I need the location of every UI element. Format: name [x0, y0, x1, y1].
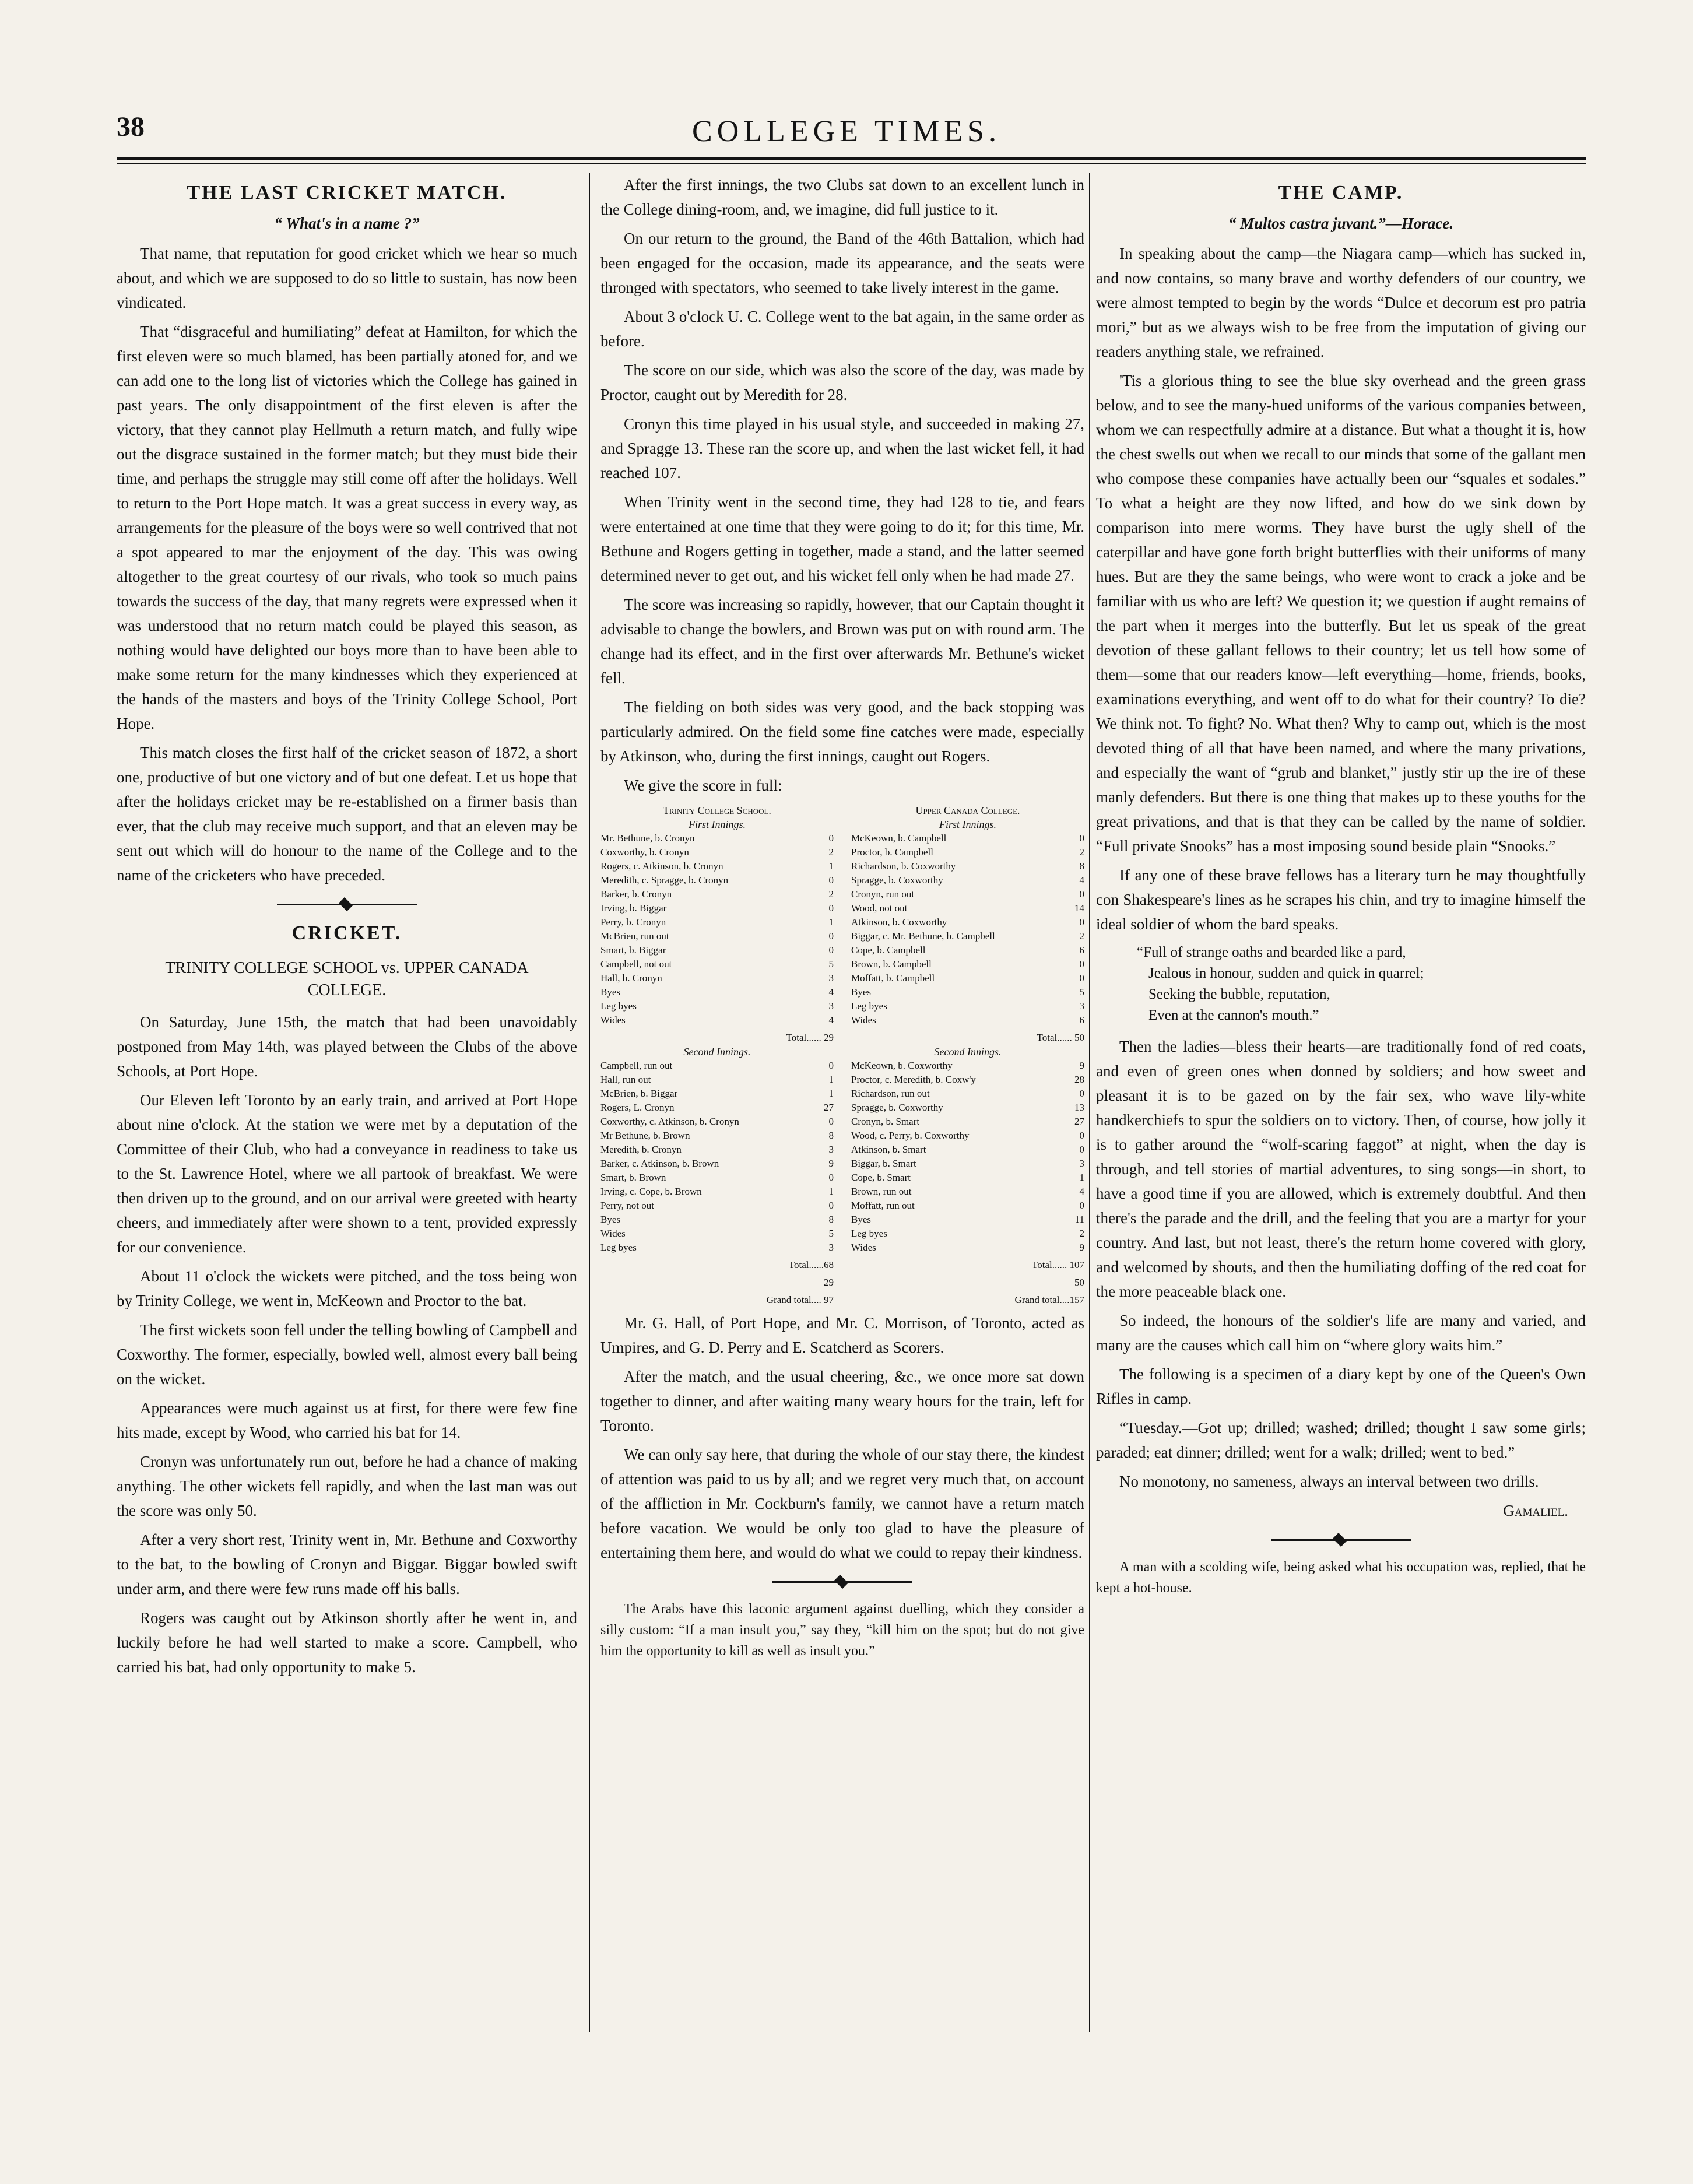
score-row [600, 1143, 834, 1157]
innings-rows [851, 831, 1084, 1027]
batsman: Coxworthy, c. Atkinson, b. Cronyn [600, 1116, 739, 1127]
score-row [851, 1087, 1084, 1101]
page-number: 38 [117, 111, 145, 142]
runs: 5 [828, 1228, 834, 1239]
verse-line: “Full of strange oaths and bearded like a pard, [1137, 944, 1406, 960]
batsman: Perry, not out [600, 1200, 654, 1211]
paragraph: The score was increasing so rapidly, however, that our Captain thought it advisable to change the bowlers, and Brown was put on with round arm. The change had its effect, and in the first over afterwards Mr. Bethune's wicket fell. [600, 596, 1084, 687]
column-right [1096, 173, 1586, 2056]
score-row [851, 1073, 1084, 1087]
runs: 0 [1079, 1130, 1084, 1141]
batsman: Proctor, c. Meredith, b. Coxw'y [851, 1074, 976, 1085]
section-divider [1271, 1537, 1411, 1543]
paragraph: The fielding on both sides was very good, and the back stopping was particularly admired. On the field some fine catches were made, especially by Atkinson, who, during the first innings, caught out Rogers. [600, 698, 1084, 765]
batsman: Perry, b. Cronyn [600, 917, 666, 928]
runs: 27 [1074, 1116, 1084, 1127]
runs: 2 [1079, 931, 1084, 942]
batsman: Hall, run out [600, 1074, 651, 1085]
runs: 1 [828, 917, 834, 928]
article-title: THE LAST CRICKET MATCH. [187, 182, 507, 203]
runs: 3 [828, 1242, 834, 1253]
score-row [600, 1101, 834, 1115]
innings-total-carry: 50 [1074, 1277, 1084, 1288]
batsman: Coxworthy, b. Cronyn [600, 847, 689, 858]
innings-total: Total......68 [788, 1259, 834, 1270]
batsman: Leg byes [851, 1000, 887, 1012]
paragraph: This match closes the first half of the cricket season of 1872, a short one, productive of but one victory and of but one defeat. Let us hope that after the holidays cricket may be re-established on a firmer basis than ever, that the club may receive much support, and that an eleven may be sent out which will do honour to the name of the College and to the name of the cricketers who have preceded. [117, 744, 577, 884]
paragraph: If any one of these brave fellows has a literary turn he may thoughtfully con Shakespeare's lines as he scrapes his chin, and try to imagine himself the ideal soldier of whom the bard speaks. [1096, 866, 1586, 933]
runs: 2 [1079, 1228, 1084, 1239]
paragraph: About 11 o'clock the wickets were pitched, and the toss being won by Trinity College, we went in, McKeown and Proctor to the bat. [117, 1267, 577, 1309]
batsman: Leg byes [851, 1228, 887, 1239]
batsman: Campbell, run out [600, 1060, 673, 1071]
score-row [600, 915, 834, 929]
innings-label: Second Innings. [934, 1046, 1002, 1058]
score-row [600, 1213, 834, 1227]
paragraph: That name, that reputation for good cricket which we hear so much about, and which we are supposed to do so little to sustain, has now been vindicated. [117, 245, 577, 311]
batsman: Hall, b. Cronyn [600, 972, 662, 984]
runs: 4 [1079, 875, 1084, 886]
score-row [851, 859, 1084, 873]
runs: 4 [828, 1014, 834, 1026]
runs: 2 [828, 889, 834, 900]
runs: 0 [828, 931, 834, 942]
paragraph: Appearances were much against us at first, for there were few fine hits made, except by Wood, who carried his bat for 14. [117, 1399, 577, 1441]
score-row [851, 1101, 1084, 1115]
paragraph: When Trinity went in the second time, they had 128 to tie, and fears were entertained at one time that they were going to do it; for this time, Mr. Bethune and Rogers getting in together, made a stand, and the latter seemed determined never to get out, and his wicket fell only when he had made 27. [600, 493, 1084, 584]
paragraph: That “disgraceful and humiliating” defeat at Hamilton, for which the first eleven were so much blamed, has been partially atoned for, and we can add one to the long list of victories which the College has gained in past years. The only disappointment of the first eleven is after the victory, that they cannot play Hellmuth a return match, and fully wipe out the disgrace sustained in the former match; but they must bide their time, and perhaps the struggle may still come off after the holidays. Well to return to the Port Hope match. It was a great success in every way, as arrangements for the pleasure of the boys were so well contrived that not a spot appeared to mar the enjoyment of the day. This was owing altogether to the great courtesy of our rivals, who took so much pains towards the success of the day, that many regrets were expressed when it was understood that no return match could be played this season, as nothing would have delighted our boys more than to have been able to make some return for the many kindnesses which they experienced at the hands of the masters and boys of the Trinity College School, Port Hope. [117, 323, 577, 732]
runs: 6 [1079, 1014, 1084, 1026]
article-epigraph: “ What's in a name ?” [274, 215, 420, 232]
runs: 13 [1074, 1102, 1084, 1113]
innings-rows [851, 1059, 1084, 1255]
score-row [600, 1199, 834, 1213]
innings-label: First Innings. [688, 819, 746, 830]
score-row [600, 1227, 834, 1241]
runs: 3 [1079, 1000, 1084, 1012]
score-row [851, 1241, 1084, 1255]
score-row [851, 845, 1084, 859]
batsman: Brown, b. Campbell [851, 958, 932, 970]
score-row [600, 999, 834, 1013]
score-row [600, 831, 834, 845]
section-divider [277, 901, 417, 907]
column-divider [589, 173, 590, 2032]
batsman: Biggar, c. Mr. Bethune, b. Campbell [851, 931, 995, 942]
batsman: Leg byes [600, 1000, 637, 1012]
runs: 0 [828, 1200, 834, 1211]
score-row [600, 1157, 834, 1171]
runs: 28 [1074, 1074, 1084, 1085]
paragraph: In speaking about the camp—the Niagara camp—which has sucked in, and now contains, so many brave and worthy defenders of our country, we were almost tempted to begin by the words “Dulce et decorum est pro patria mori,” but as we always wish to be free from the imputation of giving our readers anything stale, we refrained. [1096, 245, 1586, 360]
score-row [600, 1013, 834, 1027]
score-row [600, 1087, 834, 1101]
grand-total: Grand total.... 97 [766, 1294, 834, 1305]
batsman: McBrien, b. Biggar [600, 1088, 678, 1099]
batsman: Wides [600, 1228, 626, 1239]
batsman: Barker, b. Cronyn [600, 889, 672, 900]
batsman: McKeown, b. Coxworthy [851, 1060, 953, 1071]
paragraph: Cronyn was unfortunately run out, before he had a chance of making anything. The other wickets fell rapidly, and when the last man was out the score was only 50. [117, 1453, 577, 1519]
score-row [851, 1213, 1084, 1227]
runs: 0 [828, 944, 834, 956]
paragraph: On our return to the ground, the Band of the 46th Battalion, which had been engaged for the occasion, made its appearance, and the seats were thronged with spectators, who seemed to take lively interest in the game. [600, 230, 1084, 296]
score-team-trinity [600, 803, 834, 1307]
runs: 11 [1074, 1214, 1084, 1225]
paragraph: The first wickets soon fell under the telling bowling of Campbell and Coxworthy. The former, especially, bowled well, almost every ball being on the wicket. [117, 1321, 577, 1388]
score-row [600, 971, 834, 985]
column-middle [600, 173, 1084, 2056]
score-row [851, 873, 1084, 887]
paragraph: Then the ladies—bless their hearts—are traditionally fond of red coats, and even of green ones when donned by soldiers; and how sweet and pleasant it is to be gazed on by the fair sex, who wave lily-white handkerchiefs to spur the soldiers on to victory. Then, of course, how jolly it is to gather around the “wolf-scaring faggot” at night, when the day is through, and tell stories of martial adventures, to sing songs—in short, to have a good time if you are allowed, which is extremely doubtful. And then there's the parade and the drill, and the feeling that you are a martyr for your country. And last, but not least, there's the return home covered with glory, and welcomed by shouts, and then the humiliating doffing of the red coat for the more peaceable black one. [1096, 1038, 1586, 1300]
team-name: Trinity College School. [663, 805, 771, 816]
score-row [600, 1073, 834, 1087]
runs: 9 [1079, 1242, 1084, 1253]
team-name: Upper Canada College. [915, 805, 1020, 816]
section-divider [772, 1579, 912, 1585]
column-left [117, 173, 577, 2056]
runs: 0 [1079, 833, 1084, 844]
score-row [600, 1241, 834, 1255]
score-row [600, 1171, 834, 1185]
paragraph: On Saturday, June 15th, the match that had been unavoidably postponed from May 14th, was played between the Clubs of the above Schools, at Port Hope. [117, 1013, 577, 1080]
score-team-ucc [851, 803, 1084, 1307]
paragraph: No monotony, no sameness, always an interval between two drills. [1119, 1473, 1539, 1490]
article-epigraph: “ Multos castra juvant.”—Horace. [1228, 215, 1454, 232]
batsman: Rogers, c. Atkinson, b. Cronyn [600, 861, 723, 872]
score-row [851, 929, 1084, 943]
runs: 8 [828, 1130, 834, 1141]
score-row [600, 943, 834, 957]
score-row [600, 1059, 834, 1073]
runs: 8 [1079, 861, 1084, 872]
verse-line: Even at the cannon's mouth.” [1148, 1007, 1319, 1023]
batsman: Brown, run out [851, 1186, 912, 1197]
score-row [851, 999, 1084, 1013]
paragraph: After the first innings, the two Clubs sat down to an excellent lunch in the College dining-room, and, we imagine, did full justice to it. [600, 176, 1084, 218]
paragraph: After the match, and the usual cheering, &c., we once more sat down together to dinner, and after waiting many weary hours for the train, left for Toronto. [600, 1368, 1084, 1434]
batsman: Cope, b. Smart [851, 1172, 911, 1183]
runs: 5 [1079, 986, 1084, 998]
score-row [851, 1227, 1084, 1241]
verse-line: Seeking the bubble, reputation, [1148, 986, 1330, 1002]
batsman: Moffatt, run out [851, 1200, 915, 1211]
paragraph: The score on our side, which was also the score of the day, was made by Proctor, caught out by Meredith for 28. [600, 361, 1084, 403]
header-rule [117, 157, 1586, 160]
paragraph: The Arabs have this laconic argument against duelling, which they consider a silly custom: “If a man insult you,” say they, “kill him on the spot; but do not give him the opportunity to kill as well as insult you.” [600, 1602, 1084, 1659]
batsman: Spragge, b. Coxworthy [851, 1102, 943, 1113]
batsman: Atkinson, b. Smart [851, 1144, 926, 1155]
score-row [851, 901, 1084, 915]
runs: 27 [824, 1102, 834, 1113]
score-row [851, 1115, 1084, 1129]
batsman: Richardson, b. Coxworthy [851, 861, 956, 872]
batsman: Cronyn, run out [851, 889, 915, 900]
score-row [851, 985, 1084, 999]
innings-total: Total...... 29 [786, 1032, 834, 1043]
runs: 1 [828, 861, 834, 872]
article-title: CRICKET. [291, 922, 402, 944]
batsman: Moffatt, b. Campbell [851, 972, 935, 984]
runs: 6 [1079, 944, 1084, 956]
batsman: Cope, b. Campbell [851, 944, 926, 956]
runs: 0 [828, 1060, 834, 1071]
batsman: Smart, b. Brown [600, 1172, 666, 1183]
score-row [600, 873, 834, 887]
article-title: THE CAMP. [1278, 182, 1404, 203]
verse-quote [1137, 942, 1586, 1026]
paragraph: After a very short rest, Trinity went in, Mr. Bethune and Coxworthy to the bat, to the bowling of Cronyn and Biggar. Biggar bowled swift under arm, and there were few runs made off his balls. [117, 1531, 577, 1597]
runs: 3 [828, 972, 834, 984]
score-row [851, 887, 1084, 901]
innings-label: Second Innings. [683, 1046, 751, 1058]
runs: 2 [828, 847, 834, 858]
batsman: Irving, b. Biggar [600, 903, 667, 914]
score-row [851, 1129, 1084, 1143]
batsman: Byes [851, 1214, 871, 1225]
batsman: Barker, c. Atkinson, b. Brown [600, 1158, 719, 1169]
runs: 1 [1079, 1172, 1084, 1183]
paragraph: “Tuesday.—Got up; drilled; washed; drilled; thought I saw some girls; paraded; eat dinner; drilled; went for a walk; drilled; went to bed.” [1096, 1419, 1586, 1461]
paragraph: Mr. G. Hall, of Port Hope, and Mr. C. Morrison, of Toronto, acted as Umpires, and G. D. Perry and E. Scatcherd as Scorers. [600, 1314, 1084, 1356]
runs: 0 [1079, 958, 1084, 970]
runs: 4 [828, 986, 834, 998]
batsman: Meredith, c. Spragge, b. Cronyn [600, 875, 729, 886]
runs: 0 [828, 875, 834, 886]
runs: 9 [1079, 1060, 1084, 1071]
score-row [600, 859, 834, 873]
score-table [600, 803, 1084, 1307]
score-row [851, 831, 1084, 845]
batsman: Richardson, run out [851, 1088, 930, 1099]
batsman: Spragge, b. Coxworthy [851, 875, 943, 886]
score-row [851, 957, 1084, 971]
score-row [600, 901, 834, 915]
score-row [851, 1199, 1084, 1213]
runs: 5 [828, 958, 834, 970]
score-row [851, 1143, 1084, 1157]
batsman: Wood, c. Perry, b. Coxworthy [851, 1130, 970, 1141]
batsman: Leg byes [600, 1242, 637, 1253]
score-row [851, 1171, 1084, 1185]
batsman: Biggar, b. Smart [851, 1158, 916, 1169]
score-row [851, 943, 1084, 957]
runs: 0 [1079, 889, 1084, 900]
runs: 0 [828, 1172, 834, 1183]
batsman: Irving, c. Cope, b. Brown [600, 1186, 702, 1197]
paragraph: About 3 o'clock U. C. College went to the bat again, in the same order as before. [600, 308, 1084, 350]
runs: 0 [1079, 1200, 1084, 1211]
innings-rows [600, 1059, 834, 1255]
runs: 3 [828, 1000, 834, 1012]
grand-total: Grand total....157 [1014, 1294, 1084, 1305]
runs: 3 [828, 1144, 834, 1155]
score-row [851, 1013, 1084, 1027]
batsman: McBrien, run out [600, 931, 669, 942]
batsman: Wides [851, 1242, 876, 1253]
batsman: Smart, b. Biggar [600, 944, 666, 956]
batsman: Proctor, b. Campbell [851, 847, 933, 858]
paragraph: Cronyn this time played in his usual style, and succeeded in making 27, and Spragge 13. These ran the score up, and when the last wicket fell, it had reached 107. [600, 415, 1084, 482]
batsman: Mr Bethune, b. Brown [600, 1130, 690, 1141]
runs: 3 [1079, 1158, 1084, 1169]
paragraph: We give the score in full: [624, 777, 782, 794]
runs: 1 [828, 1186, 834, 1197]
batsman: Wides [851, 1014, 876, 1026]
paragraph: Rogers was caught out by Atkinson shortly after he went in, and luckily before he had well started to make a score. Campbell, who carried his bat, had only opportunity to make 5. [117, 1609, 577, 1676]
score-row [600, 1115, 834, 1129]
score-row [600, 887, 834, 901]
batsman: Campbell, not out [600, 958, 672, 970]
batsman: Atkinson, b. Coxworthy [851, 917, 947, 928]
runs: 14 [1074, 903, 1084, 914]
score-row [851, 915, 1084, 929]
paragraph: We can only say here, that during the whole of our stay there, the kindest of attention was paid to us by all; and we regret very much that, on account of the affliction in Mr. Cockburn's family, we cannot have a return match before vacation. We would be only too glad to have the pleasure of entertaining them here, and would do what we could to repay their kindness. [600, 1446, 1084, 1561]
runs: 0 [1079, 1088, 1084, 1099]
runs: 0 [828, 833, 834, 844]
runs: 0 [828, 1116, 834, 1127]
runs: 0 [1079, 972, 1084, 984]
score-row [600, 985, 834, 999]
runs: 4 [1079, 1186, 1084, 1197]
batsman: Byes [600, 1214, 620, 1225]
innings-rows [600, 831, 834, 1027]
paragraph: 'Tis a glorious thing to see the blue sky overhead and the green grass below, and to see the many-hued uniforms of the various companies between, whom we can respectfully admire at a distance. But what a thought it is, how the chest swells out when we recall to our minds that some of the gallant men who compose these companies have actually been our “squales et sodales.” To what a height are they now lifted, and how do we sink down by comparison into mere worms. They have burst the ugly shell of the caterpillar and have gone forth bright butterflies with their uniforms of many hues. But are they the same beings, who were wont to crack a joke and be familiar with us who are left? We question it; we question if aught remains of the part when it merges into the butterfly. But let us speak of the great devotion of these gallant fellows to their country; let us tell how some of them—some that our readers know—left everything—home, friends, books, examinations everything, and went off to do what for their country? To die? We think not. To fight? No. What then? Why to camp out, which is the most devoted thing of all that have been named, and where the many privations, and especially the want of “grub and blanket,” justly stir up the ire of these manly defenders. But there is one thing that makes up to these youths for the great privations, and that is that they can be called by the name of soldier. “Full private Snooks” has a most imposing sound beside plain “Snooks.” [1096, 372, 1586, 855]
masthead: COLLEGE TIMES. [692, 115, 1001, 148]
batsman: McKeown, b. Campbell [851, 833, 947, 844]
verse-line: Jealous in honour, sudden and quick in quarrel; [1148, 965, 1424, 981]
score-row [851, 1157, 1084, 1171]
batsman: Byes [600, 986, 620, 998]
header-rule-thin [117, 163, 1586, 164]
score-row [851, 971, 1084, 985]
innings-total: Total...... 107 [1032, 1259, 1084, 1270]
runs: 0 [828, 903, 834, 914]
runs: 0 [1079, 1144, 1084, 1155]
score-row [851, 1059, 1084, 1073]
runs: 2 [1079, 847, 1084, 858]
batsman: Meredith, b. Cronyn [600, 1144, 682, 1155]
runs: 1 [828, 1074, 834, 1085]
score-row [851, 1185, 1084, 1199]
score-row [600, 957, 834, 971]
score-row [600, 1129, 834, 1143]
article-subhead: TRINITY COLLEGE SCHOOL vs. UPPER CANADA COLLEGE. [165, 959, 529, 999]
runs: 8 [828, 1214, 834, 1225]
runs: 9 [828, 1158, 834, 1169]
batsman: Rogers, L. Cronyn [600, 1102, 675, 1113]
batsman: Mr. Bethune, b. Cronyn [600, 833, 695, 844]
signature: Gamaliel. [1503, 1502, 1568, 1519]
paragraph: The following is a specimen of a diary kept by one of the Queen's Own Rifles in camp. [1096, 1365, 1586, 1407]
batsman: Cronyn, b. Smart [851, 1116, 920, 1127]
innings-total-carry: 29 [824, 1277, 834, 1288]
batsman: Wides [600, 1014, 626, 1026]
innings-total: Total...... 50 [1037, 1032, 1084, 1043]
score-row [600, 1185, 834, 1199]
runs: 1 [828, 1088, 834, 1099]
innings-label: First Innings. [939, 819, 996, 830]
paragraph: So indeed, the honours of the soldier's life are many and varied, and many are the causes which call him on “where glory waits him.” [1096, 1312, 1586, 1354]
batsman: Wood, not out [851, 903, 908, 914]
score-row [600, 845, 834, 859]
paragraph: A man with a scolding wife, being asked what his occupation was, replied, that he kept a hot-house. [1096, 1560, 1586, 1596]
score-row [600, 929, 834, 943]
paragraph: Our Eleven left Toronto by an early train, and arrived at Port Hope about nine o'clock. At the station we were met by a deputation of the Committee of their Club, who had a conveyance in readiness to take us to the St. Lawrence Hotel, where we all partook of breakfast. We were then driven up to the ground, and on our arrival were greeted with hearty cheers, and immediately after were shown to a tent, provided expressly for our convenience. [117, 1091, 577, 1256]
batsman: Byes [851, 986, 871, 998]
runs: 0 [1079, 917, 1084, 928]
column-divider [1089, 173, 1090, 2032]
